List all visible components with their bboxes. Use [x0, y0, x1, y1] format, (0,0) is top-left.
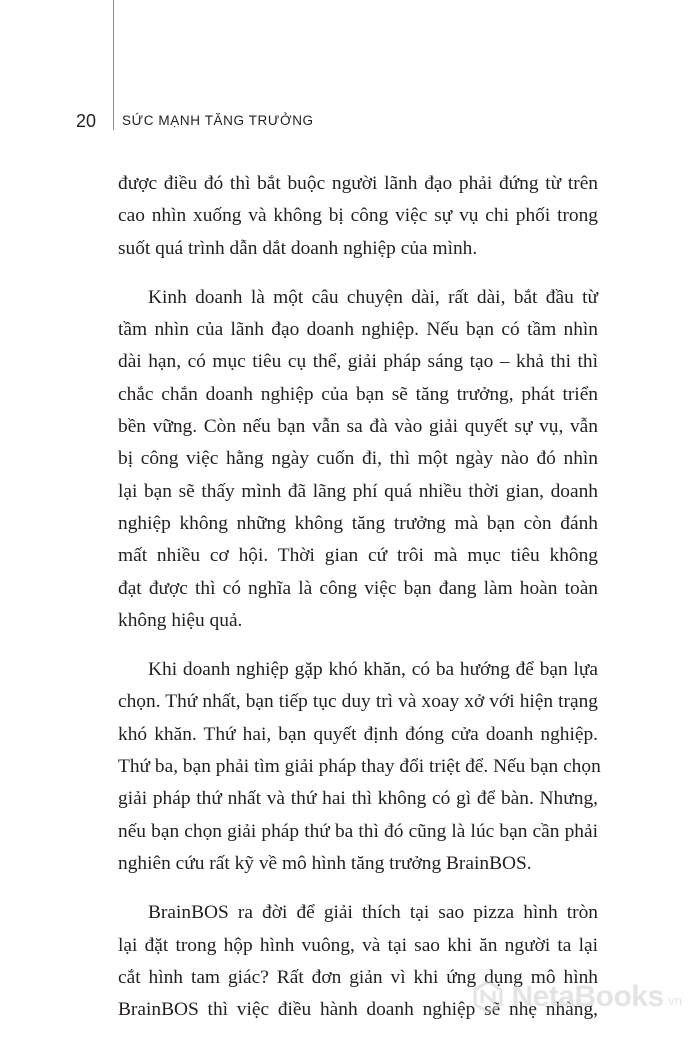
- paragraph-1: [118, 168, 598, 265]
- text-line: cắt hình tam giác? Rất đơn giản vì khi ứng dụng mô hình: [118, 966, 598, 988]
- text-line: chọn. Thứ nhất, bạn tiếp tục duy trì và xoay xở với hiện trạng: [118, 691, 598, 713]
- text-line: bị công việc hằng ngày cuốn đi, thì một ngày nào đó nhìn: [118, 448, 598, 470]
- text-line: khó khăn. Thứ hai, bạn quyết định đóng cửa doanh nghiệp.: [118, 723, 598, 745]
- text-line: nghiệp không những không tăng trưởng mà bạn còn đánh: [118, 512, 598, 534]
- text-line: dài hạn, có mục tiêu cụ thể, giải pháp sáng tạo – khả thi thì: [118, 351, 598, 373]
- watermark: [471, 980, 682, 1014]
- watermark-brand: NetaBooks: [511, 980, 664, 1013]
- text-line: chắc chắn doanh nghiệp của bạn sẽ tăng trưởng, phát triển: [118, 383, 598, 405]
- text-line: Kinh doanh là một câu chuyện dài, rất dài, bắt đầu từ: [148, 286, 598, 308]
- text-line: cao nhìn xuống và không bị công việc sự vụ chi phối trong: [118, 205, 598, 227]
- text-line: Thứ ba, bạn phải tìm giải pháp thay đổi triệt để. Nếu bạn chọn: [118, 756, 601, 778]
- text-line: đạt được thì có nghĩa là công việc bạn đang làm hoàn toàn: [118, 577, 598, 599]
- text-line: BrainBOS ra đời để giải thích tại sao pizza hình tròn: [148, 902, 598, 924]
- text-line: Khi doanh nghiệp gặp khó khăn, có ba hướng để bạn lựa: [148, 659, 598, 681]
- page-number: 20: [76, 111, 97, 131]
- running-title: SỨC MẠNH TĂNG TRƯỞNG: [122, 113, 314, 128]
- header-divider: [113, 0, 114, 130]
- netabooks-logo-icon: [471, 980, 505, 1014]
- text-line: lại đặt trong hộp hình vuông, và tại sao khi ăn người ta lại: [118, 934, 598, 956]
- text-line: nếu bạn chọn giải pháp thứ ba thì đó cũng là lúc bạn cần phải: [118, 820, 598, 842]
- text-line: giải pháp thứ nhất và thứ hai thì không có gì để bàn. Nhưng,: [118, 788, 598, 810]
- text-line: lại bạn sẽ thấy mình đã lãng phí quá nhiều thời gian, doanh: [118, 480, 598, 502]
- paragraph-2: [118, 282, 598, 637]
- text-line: mất nhiều cơ hội. Thời gian cứ trôi mà mục tiêu không: [118, 545, 598, 567]
- text-line: suốt quá trình dẫn dắt doanh nghiệp của mình.: [118, 237, 478, 259]
- text-line: được điều đó thì bắt buộc người lãnh đạo phải đứng từ trên: [118, 173, 598, 194]
- text-line: nghiên cứu rất kỹ về mô hình tăng trưởng BrainBOS.: [118, 852, 532, 874]
- text-line: bền vững. Còn nếu bạn vẫn sa đà vào giải quyết sự vụ, vẫn: [118, 416, 598, 438]
- watermark-suffix: .vn: [664, 993, 682, 1008]
- body-text: [118, 168, 601, 1043]
- paragraph-3: [118, 654, 601, 880]
- text-line: không hiệu quả.: [118, 609, 243, 631]
- text-line: BrainBOS thì việc điều hành doanh nghiệp sẽ nhẹ nhàng,: [118, 999, 598, 1021]
- text-line: tầm nhìn của lãnh đạo doanh nghiệp. Nếu bạn có tầm nhìn: [118, 319, 598, 341]
